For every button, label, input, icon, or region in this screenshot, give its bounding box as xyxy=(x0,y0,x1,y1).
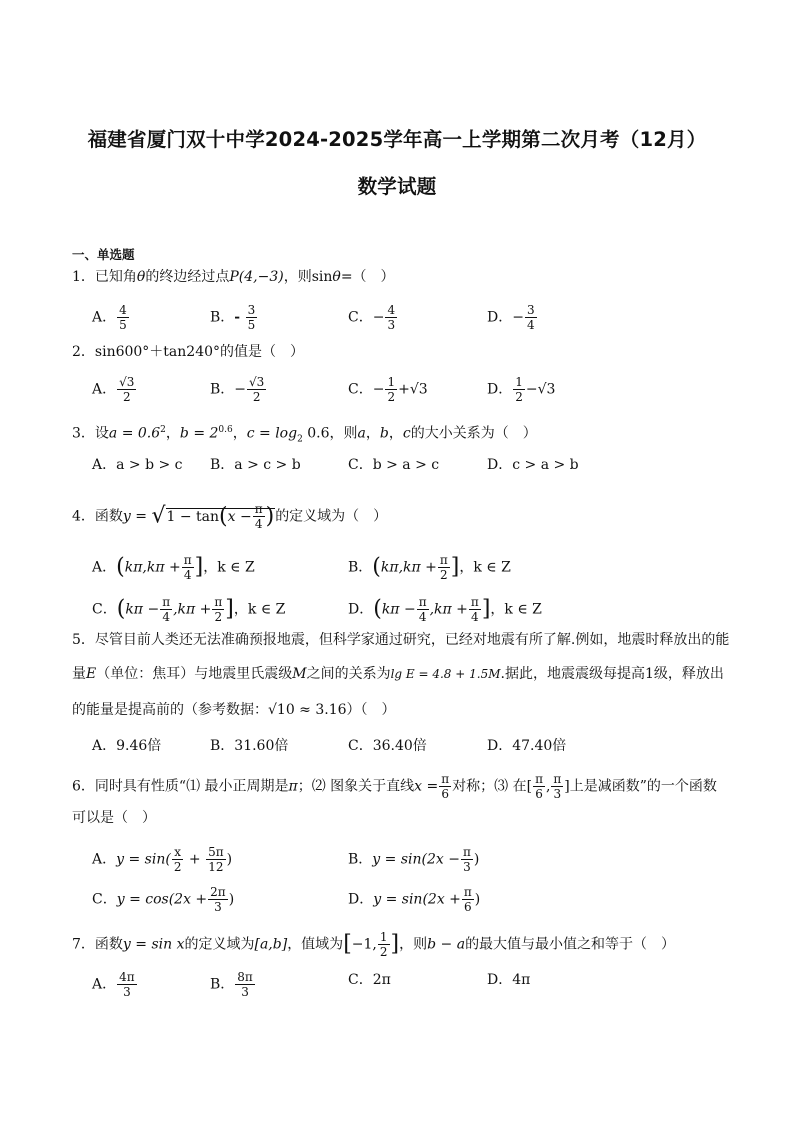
q2-option-b: B．− $\frac{√3}{2}$ xyxy=(210,375,265,404)
question-6-line-1: 6．同时具有性质“⑴ 最小正周期是π；⑵ 图象关于直线x = $\frac{\pi}{6}$ 对称；⑶ 在[ $\frac{\pi}{6}$ , $\frac{\pi}{3}$ ]上是减函数”的一个函数 xyxy=(72,772,717,801)
q1-text-tail: =（ ） xyxy=(340,269,395,285)
fraction: $\frac{3}{5}$ xyxy=(247,303,256,332)
option-label: A． xyxy=(92,309,117,326)
question-3: 3．设$a = 0.6^2$，$b = 2^{0.6}$，$c = \log_2 0.6$，则a，b，c的大小关系为（ ） xyxy=(72,425,537,445)
q4-option-d: D．(kπ − $\frac{\pi}{4}$ ,kπ + $\frac{\pi}{4}$ ]，k ∈ Z xyxy=(348,595,542,624)
q2-option-c: C．− $\frac{1}{2}$ +√3 xyxy=(348,375,428,404)
option-label: C． xyxy=(348,309,373,326)
fraction: $\frac{4}{5}$ xyxy=(119,303,127,332)
question-5-line-2: 量E（单位：焦耳）与地震里氏震级M之间的关系为lg E = 4.8 + 1.5M.据此，地震震级每提高1级，释放出 xyxy=(72,666,724,682)
q1-option-a xyxy=(92,303,130,332)
exam-title: 福建省厦门双十中学2024-2025学年高一上学期第二次月考（12月） xyxy=(87,128,707,151)
q1-option-d: D．− $\frac{3}{4}$ xyxy=(487,303,535,332)
q5-option-a: A．9.46倍 xyxy=(92,738,162,754)
sqrt-radicand: 1 − tan(x − $\frac{\pi}{4}$ ) xyxy=(166,502,275,531)
q6-option-d: D．y = sin(2x + $\frac{\pi}{6}$ ) xyxy=(348,885,481,914)
section-heading: 一、单选题 xyxy=(72,247,135,262)
fraction: $\frac{3}{4}$ xyxy=(526,303,535,332)
fraction: $\frac{√3}{2}$ xyxy=(249,375,265,404)
q7-option-c: C．2π xyxy=(348,972,391,988)
exam-subtitle: 数学试题 xyxy=(357,175,437,198)
question-2: 2．sin600°＋tan240°的值是（ ） xyxy=(72,344,305,360)
fraction: $\frac{1}{2}$ xyxy=(387,375,396,404)
q3-option-c: C．b > a > c xyxy=(348,457,440,473)
q1-text-post: ，则sin xyxy=(283,269,333,285)
q3-option-a: A．a > b > c xyxy=(92,457,183,473)
q6-option-a: A．y = sin( $\frac{x}{2}$ + $\frac{5\pi}{12}$ ) xyxy=(92,845,233,874)
question-5-line-1: 5．尽管目前人类还无法准确预报地震，但科学家通过研究，已经对地震有所了解.例如，地震时释放出的能 xyxy=(72,632,730,648)
q7-option-a: A． $\frac{4\pi}{3}$ xyxy=(92,970,135,999)
q1-text-mid: 的终边经过点 xyxy=(145,269,230,285)
q3-option-d: D．c > a > b xyxy=(487,457,579,473)
q7-option-d: D．4π xyxy=(487,972,531,988)
q1-option-b: B．- $\frac{3}{5}$ xyxy=(210,303,256,332)
q2-option-a: A． $\frac{√3}{2}$ xyxy=(92,375,135,404)
question-7: 7．函数y = sin x的定义域为[a,b]，值域为[−1, $\frac{1}{2}$ ]，则b − a的最大值与最小值之和等于（ ） xyxy=(72,930,676,959)
q6-option-b: B．y = sin(2x − $\frac{\pi}{3}$ ) xyxy=(348,845,480,874)
q2-option-d: D． $\frac{1}{2}$ −√3 xyxy=(487,375,556,404)
q4-option-c: C．(kπ − $\frac{\pi}{4}$ ,kπ + $\frac{\pi}{2}$ ]，k ∈ Z xyxy=(92,595,286,624)
option-label: B． xyxy=(210,309,235,326)
question-5-line-3: 的能量是提高前的（参考数据：√10 ≈ 3.16）（ ） xyxy=(72,702,396,718)
q7-option-b: B． $\frac{8\pi}{3}$ xyxy=(210,970,253,999)
question-4: 4．函数y = √1 − tan(x − $\frac{\pi}{4}$ )的定义域为（ ） xyxy=(72,502,388,531)
q1-theta: θ xyxy=(136,269,146,285)
fraction: $\frac{√3}{2}$ xyxy=(119,375,135,404)
q1-theta-2: θ xyxy=(332,269,341,285)
q5-option-c: C．36.40倍 xyxy=(348,738,427,754)
q1-text-pre: 1．已知角 xyxy=(72,269,137,285)
q1-point: P(4,−3) xyxy=(229,269,284,285)
q5-option-d: D．47.40倍 xyxy=(487,738,567,754)
fraction: $\frac{4}{3}$ xyxy=(387,303,396,332)
q6-option-c: C．y = cos(2x + $\frac{2\pi}{3}$ ) xyxy=(92,885,235,914)
question-1 xyxy=(72,267,395,287)
q1-option-c: C．− $\frac{4}{3}$ xyxy=(348,303,396,332)
q5-option-b: B．31.60倍 xyxy=(210,738,289,754)
option-label: D． xyxy=(487,309,513,326)
q4-option-b: B．(kπ,kπ + $\frac{\pi}{2}$ ]，k ∈ Z xyxy=(348,553,511,582)
question-6-line-2: 可以是（ ） xyxy=(72,810,156,826)
q3-option-b: B．a > c > b xyxy=(210,457,301,473)
fraction: $\frac{1}{2}$ xyxy=(515,375,523,404)
q4-option-a: A．(kπ,kπ + $\frac{\pi}{4}$ ]，k ∈ Z xyxy=(92,553,255,582)
